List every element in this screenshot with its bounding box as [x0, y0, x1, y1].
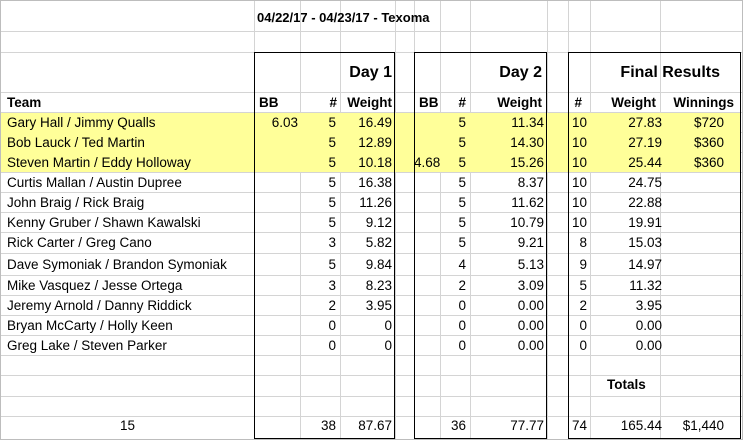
- fish-count-day2: 2: [458, 278, 466, 293]
- total-teams: 15: [119, 418, 135, 433]
- fish-count-day1: 3: [328, 235, 336, 250]
- weight-day2: 0.00: [517, 298, 544, 313]
- team-name: Bob Lauck / Ted Martin: [7, 135, 145, 150]
- weight-final: 27.83: [628, 115, 662, 130]
- weight-day1: 3.95: [365, 298, 392, 313]
- header-weight-day1: Weight: [347, 95, 392, 110]
- winnings: $720: [693, 115, 724, 130]
- weight-day2: 11.62: [511, 195, 544, 210]
- team-name: Rick Carter / Greg Cano: [7, 235, 152, 250]
- weight-day1: 11.26: [359, 195, 392, 210]
- weight-day2: 3.09: [517, 278, 544, 293]
- fish-count-day2: 5: [458, 215, 466, 230]
- team-name: Steven Martin / Eddy Holloway: [7, 155, 191, 170]
- fish-count-day2: 0: [458, 318, 466, 333]
- final-heading: Final Results: [620, 64, 720, 81]
- fish-count-final: 0: [579, 318, 587, 333]
- weight-final: 22.88: [628, 195, 662, 210]
- weight-final: 0.00: [635, 338, 662, 353]
- weight-day1: 8.23: [365, 278, 392, 293]
- weight-final: 15.03: [628, 235, 662, 250]
- fish-count-day1: 5: [328, 195, 336, 210]
- team-name: Kenny Gruber / Shawn Kawalski: [7, 215, 201, 230]
- fish-count-day2: 0: [458, 338, 466, 353]
- fish-count-day2: 0: [458, 298, 466, 313]
- total-weight-day2: 77.77: [510, 418, 544, 433]
- fish-count-day1: 5: [328, 135, 336, 150]
- weight-final: 27.19: [628, 135, 662, 150]
- team-name: Curtis Mallan / Austin Dupree: [7, 175, 182, 190]
- fish-count-day2: 5: [458, 135, 466, 150]
- day1-heading: Day 1: [349, 64, 392, 81]
- fish-count-day2: 5: [458, 175, 466, 190]
- page-title: 04/22/17 - 04/23/17 - Texoma: [257, 10, 430, 25]
- fish-count-final: 10: [571, 175, 587, 190]
- weight-day1: 16.49: [358, 115, 392, 130]
- fish-count-day1: 0: [328, 338, 336, 353]
- total-count-final: 74: [571, 418, 587, 433]
- total-count-day2: 36: [450, 418, 466, 433]
- header-winnings: Winnings: [673, 95, 734, 110]
- fish-count-day2: 5: [458, 155, 466, 170]
- fish-count-day2: 5: [458, 195, 466, 210]
- header-team: Team: [7, 95, 42, 110]
- weight-day2: 9.21: [517, 235, 544, 250]
- header-bb-day2: BB: [419, 95, 439, 110]
- big-bass-day1: 6.03: [271, 115, 298, 130]
- header-weight-final: Weight: [611, 95, 656, 110]
- team-name: Bryan McCarty / Holly Keen: [7, 318, 173, 333]
- weight-final: 24.75: [628, 175, 662, 190]
- team-name: Jeremy Arnold / Danny Riddick: [7, 298, 192, 313]
- weight-day1: 10.18: [358, 155, 392, 170]
- fish-count-day1: 5: [328, 257, 336, 272]
- total-winnings: $1,440: [682, 418, 724, 433]
- weight-final: 19.91: [628, 215, 662, 230]
- weight-day2: 11.34: [511, 115, 544, 130]
- weight-day1: 12.89: [358, 135, 392, 150]
- fish-count-final: 0: [579, 338, 587, 353]
- fish-count-final: 8: [579, 235, 587, 250]
- total-weight-day1: 87.67: [358, 418, 392, 433]
- fish-count-final: 10: [571, 115, 587, 130]
- fish-count-final: 2: [579, 298, 587, 313]
- total-count-day1: 38: [320, 418, 336, 433]
- weight-day2: 14.30: [510, 135, 544, 150]
- weight-day1: 16.38: [358, 175, 392, 190]
- header-count-final: #: [574, 95, 582, 110]
- fish-count-day1: 5: [328, 155, 336, 170]
- weight-day2: 15.26: [510, 155, 544, 170]
- weight-final: 25.44: [628, 155, 662, 170]
- team-name: Mike Vasquez / Jesse Ortega: [7, 278, 183, 293]
- weight-final: 11.32: [629, 278, 662, 293]
- weight-day2: 5.13: [517, 257, 544, 272]
- fish-count-day2: 4: [458, 257, 466, 272]
- team-name: John Braig / Rick Braig: [7, 195, 145, 210]
- weight-final: 3.95: [635, 298, 662, 313]
- fish-count-day2: 5: [458, 115, 466, 130]
- weight-day1: 5.82: [365, 235, 392, 250]
- fish-count-day1: 3: [328, 278, 336, 293]
- weight-day1: 0: [384, 338, 392, 353]
- totals-label: Totals: [607, 377, 646, 392]
- weight-day2: 8.37: [517, 175, 544, 190]
- fish-count-day1: 5: [328, 175, 336, 190]
- fish-count-final: 9: [579, 257, 587, 272]
- fish-count-final: 10: [571, 135, 587, 150]
- fish-count-day1: 2: [328, 298, 336, 313]
- header-count-day2: #: [458, 95, 466, 110]
- fish-count-day1: 0: [328, 318, 336, 333]
- winnings: $360: [693, 155, 724, 170]
- header-weight-day2: Weight: [497, 95, 542, 110]
- header-count-day1: #: [329, 95, 337, 110]
- weight-final: 0.00: [635, 318, 662, 333]
- day2-heading: Day 2: [499, 64, 542, 81]
- weight-final: 14.97: [628, 257, 662, 272]
- team-name: Gary Hall / Jimmy Qualls: [7, 115, 156, 130]
- team-name: Greg Lake / Steven Parker: [7, 338, 167, 353]
- fish-count-final: 5: [579, 278, 587, 293]
- fish-count-day1: 5: [328, 115, 336, 130]
- team-name: Dave Symoniak / Brandon Symoniak: [7, 257, 227, 272]
- weight-day1: 9.84: [365, 257, 392, 272]
- header-bb-day1: BB: [259, 95, 279, 110]
- weight-day2: 0.00: [517, 318, 544, 333]
- weight-day2: 10.79: [510, 215, 544, 230]
- fish-count-day2: 5: [458, 235, 466, 250]
- fish-count-day1: 5: [328, 215, 336, 230]
- fish-count-final: 10: [571, 195, 587, 210]
- weight-day1: 9.12: [365, 215, 392, 230]
- total-weight-final: 165.44: [620, 418, 662, 433]
- weight-day2: 0.00: [517, 338, 544, 353]
- big-bass-day2: 4.68: [414, 155, 441, 170]
- winnings: $360: [693, 135, 724, 150]
- weight-day1: 0: [384, 318, 392, 333]
- fish-count-final: 10: [571, 155, 587, 170]
- fish-count-final: 10: [571, 215, 587, 230]
